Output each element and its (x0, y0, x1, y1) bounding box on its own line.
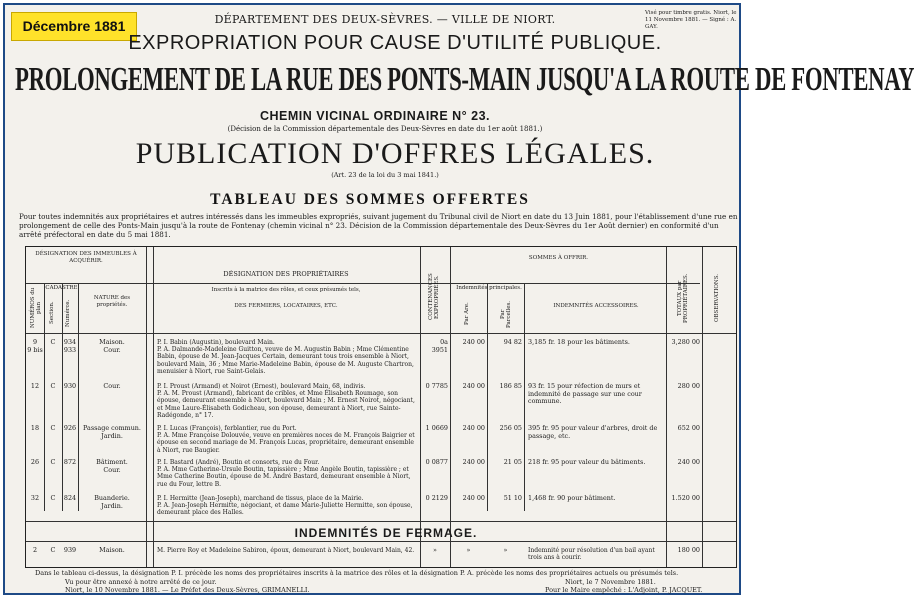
footer-niort-date: Niort, le 7 Novembre 1881. (565, 578, 656, 586)
fermage-par-are: » (466, 546, 471, 554)
row4-nature: Bâtiment. Cour. (96, 458, 128, 474)
row1-nature: Maison. Cour. (99, 338, 125, 354)
col-rule (487, 283, 488, 511)
row5-plan: 32 (30, 494, 40, 502)
header-sommes: SOMMES À OFFRIR. (528, 255, 589, 261)
fermage-title: INDEMNITÉS DE FERMAGE. (294, 526, 478, 540)
prolongement-title: PROLONGEMENT DE LA RUE DES PONTS-MAIN JUSQU'A LA ROUTE DE FONTENAY (15, 61, 914, 98)
row5-proprietaires: P. I. Hermitte (Jean-Joseph), marchand de tissus, place de la Mairie. P. A. Jean-Joseph Hermitte, négociant, et dame Marie-Juliette Hermitte, son épouse, demeurant place des Halles. (157, 495, 413, 517)
fermage-par-parcelle: » (503, 546, 508, 554)
row3-numeros: 926 (63, 424, 77, 432)
header-designation-proprietaires: DÉSIGNATION DES PROPRIÉTAIRES (223, 270, 349, 278)
department-line: DÉPARTEMENT DES DEUX-SÈVRES. — VILLE DE NIORT. (214, 13, 556, 26)
header-rule (26, 283, 700, 284)
expropriation-title: EXPROPRIATION POUR CAUSE D'UTILITÉ PUBLIQUE. (128, 32, 662, 54)
footer-vu: Vu pour être annexé à notre arrêté de ce jour. (65, 578, 217, 586)
row2-accessoires: 93 fr. 15 pour réfection de murs et indemnité de passage sur une cour commune. (528, 382, 642, 406)
header-cadastre: CADASTRE (45, 285, 78, 291)
row2-numeros: 930 (63, 382, 77, 390)
row1-accessoires: 3,185 fr. 18 pour les bâtiments. (528, 338, 630, 346)
row3-par-are: 240 00 (462, 424, 485, 432)
row2-total: 280 00 (677, 382, 700, 390)
row5-par-parcelle: 51 10 (503, 494, 522, 502)
row4-par-parcelle: 21 05 (503, 458, 522, 466)
row4-accessoires: 218 fr. 95 pour valeur du bâtiments. (528, 458, 646, 466)
fermage-nature: Maison. (99, 546, 125, 554)
row4-section: C (50, 458, 56, 466)
row2-plan: 12 (30, 382, 40, 390)
row1-plan: 9 9 bis (27, 338, 43, 354)
date-badge: Décembre 1881 (11, 12, 137, 41)
row3-total: 652 00 (677, 424, 700, 432)
row1-contenance: 0a 3951 (431, 338, 448, 354)
header-numeros-plan: NUMÉROS du plan (30, 287, 42, 329)
header-designation-sub2: DES FERMIERS, LOCATAIRES, ETC. (234, 303, 338, 309)
fermage-mid-rule (26, 541, 736, 542)
fermage-plan: 2 (32, 546, 38, 554)
header-par-are: Par Are. (464, 302, 470, 326)
header-designation-immeubles: DÉSIGNATION DES IMMEUBLES À ACQUÉRIR. (35, 251, 137, 264)
header-contenances: CONTENANCES EXPROPRIÉES. (428, 273, 440, 321)
row3-par-parcelle: 256 05 (499, 424, 522, 432)
row4-contenance: 0 0877 (425, 458, 448, 466)
header-nature: NATURE des propriétés. (93, 295, 131, 308)
row5-nature: Buanderie. Jardin. (94, 494, 130, 510)
fermage-contenance: » (433, 546, 437, 554)
offers-table (25, 246, 737, 568)
row5-total: 1.520 00 (671, 494, 700, 502)
row5-accessoires: 1,468 fr. 90 pour bâtiment. (528, 494, 616, 502)
col-rule (44, 283, 45, 511)
row2-nature: Cour. (103, 382, 121, 390)
row1-proprietaires: P. I. Babin (Augustin), boulevard Main. P. A. Dalmande-Madeleine Guitton, veuve de M. Augustin Babin ; Mme Clémentine Babin, épouse de M. Jean-Jacques Certain, demeurant tous trois ensemble à Niort, boulevard Main, 36 ; Mme Marie-Madeleine Babin, épouse de M. Auguste Chartron, menuisier à Niort, rue Saint-Gelais. (157, 339, 414, 375)
row5-contenance: 0 2129 (425, 494, 448, 502)
header-par-parcelles: Par Parcelles. (500, 300, 512, 328)
col-rule (524, 283, 525, 511)
row5-par-are: 240 00 (462, 494, 485, 502)
decision-note: (Décision de la Commission départementale des Deux-Sèvres en date du 1er août 1881.) (227, 125, 543, 133)
row3-nature: Passage commun. Jardin. (83, 424, 141, 440)
fermage-top-rule (26, 521, 736, 522)
publication-title: PUBLICATION D'OFFRES LÉGALES. (135, 137, 655, 170)
footer-maire: Pour le Maire empêché : L'Adjoint, P. JACQUET. (545, 586, 703, 594)
fermage-section: C (50, 546, 56, 554)
header-indemnites-accessoires: INDEMNITÉS ACCESSOIRES. (553, 303, 639, 309)
header-observations: OBSERVATIONS. (714, 273, 720, 323)
col-rule (153, 247, 154, 567)
row3-section: C (50, 424, 56, 432)
row4-proprietaires: P. I. Bastard (André), Boutin et consorts, rue du Four. P. A. Mme Catherine-Ursule Boutin, tapissière ; Mme Angèle Boutin, tapissière ; et Mme Catherine Boutin, épouse de M. André Bastard, demeurant ensemble à Niort, rue du Four, lettre B. (157, 459, 411, 488)
row5-section: C (50, 494, 56, 502)
stamp-note: Visé pour timbre gratis. Niort, le 11 Novembre 1881. — Signé : A. GAY. (645, 10, 737, 30)
header-totaux: TOTAUX par PROPRIÉTAIRES. (677, 273, 689, 323)
col-rule (450, 247, 451, 567)
row1-par-are: 240 00 (462, 338, 485, 346)
row4-par-are: 240 00 (462, 458, 485, 466)
fermage-accessoires: Indemnité pour résolution d'un bail ayant trois ans à courir. (528, 547, 655, 562)
col-rule (78, 283, 79, 511)
col-rule (146, 247, 147, 567)
row4-total: 240 00 (677, 458, 700, 466)
footer-prefet: Niort, le 10 Novembre 1881. — Le Préfet des Deux-Sèvres, GRIMANELLI. (65, 586, 310, 594)
row3-accessoires: 395 fr. 95 pour valeur d'arbres, droit de passage, etc. (528, 424, 658, 440)
header-numeros: Numéros. (65, 299, 71, 327)
row3-plan: 18 (30, 424, 40, 432)
row2-proprietaires: P. I. Proust (Armand) et Noirot (Ernest), boulevard Main, 68, indivis. P. A. M. Proust (Armand), fabricant de cribles, et Mme Élisabeth Roumage, son épouse, demeurant ensemble à Niort, boulevard Main ; M. Ernest Noirot, négociant, et Mme Laure-Élisabeth Godicheau, son épouse, demeurant à Niort, rue Sainte-Radégonde, n° 17. (157, 383, 415, 419)
scan-frame (3, 3, 914, 595)
fermage-proprietaires: M. Pierre Roy et Madeleine Sabiron, époux, demeurant à Niort, boulevard Main, 42. (157, 547, 415, 554)
header-indemnites-principales: Indemnités principales. (456, 285, 522, 291)
row4-numeros: 872 (63, 458, 77, 466)
row1-section: C (50, 338, 56, 346)
fermage-numeros: 939 (63, 546, 77, 554)
row2-contenance: 0 7785 (425, 382, 448, 390)
col-rule (702, 247, 703, 567)
row4-plan: 26 (30, 458, 40, 466)
header-designation-sub: Inscrits à la matrice des rôles, et ceux présumés tels, (211, 287, 361, 293)
col-rule (62, 283, 63, 511)
article-note: (Art. 23 de la loi du 3 mai 1841.) (331, 171, 439, 179)
col-rule (666, 247, 667, 567)
row1-par-parcelle: 94 82 (503, 338, 522, 346)
header-bottom-rule (26, 333, 736, 334)
footer-note: Dans le tableau ci-dessus, la désignation P. I. précède les noms des propriétaires inscrits à la matrice des rôles et la désignation P. A. précède les noms des propriétaires actuels ou présumés tels. (35, 569, 679, 577)
row5-numeros: 824 (63, 494, 77, 502)
intro-paragraph: Pour toutes indemnités aux propriétaires et autres intéressés dans les immeubles expropriés, suivant jugement du Tribunal civil de Niort en date du 13 Juin 1881, pour l'établissement d'une rue en prolongement de celle des Ponts-Main jusqu'à la route de Fontenay (chemin vicinal n° 23. Décision de la Commission départementale des Deux-Sèvres du 1er Août dernier) en conformité d'un arrêté préfectoral en date du 5 mai 1881. (19, 212, 738, 239)
row2-par-are: 240 00 (462, 382, 485, 390)
header-section: Section. (49, 301, 55, 325)
row3-contenance: 1 0669 (425, 424, 448, 432)
chemin-title: CHEMIN VICINAL ORDINAIRE N° 23. (259, 109, 490, 123)
row1-numeros: 934 933 (63, 338, 77, 354)
row2-section: C (50, 382, 56, 390)
fermage-total: 180 00 (677, 546, 700, 554)
row1-total: 3,280 00 (671, 338, 700, 346)
tableau-title: TABLEAU DES SOMMES OFFERTES (210, 191, 530, 208)
row2-par-parcelle: 186 85 (499, 382, 522, 390)
row3-proprietaires: P. I. Lucas (François), ferblantier, rue du Port. P. A. Mme Françoise Dolouvée, veuve en premières noces de M. François Baigrier et épouse en second mariage de M. François Lucas, propriétaire, demeurant ensemble à Niort, rue Baugier. (157, 425, 415, 454)
col-rule (420, 247, 421, 567)
